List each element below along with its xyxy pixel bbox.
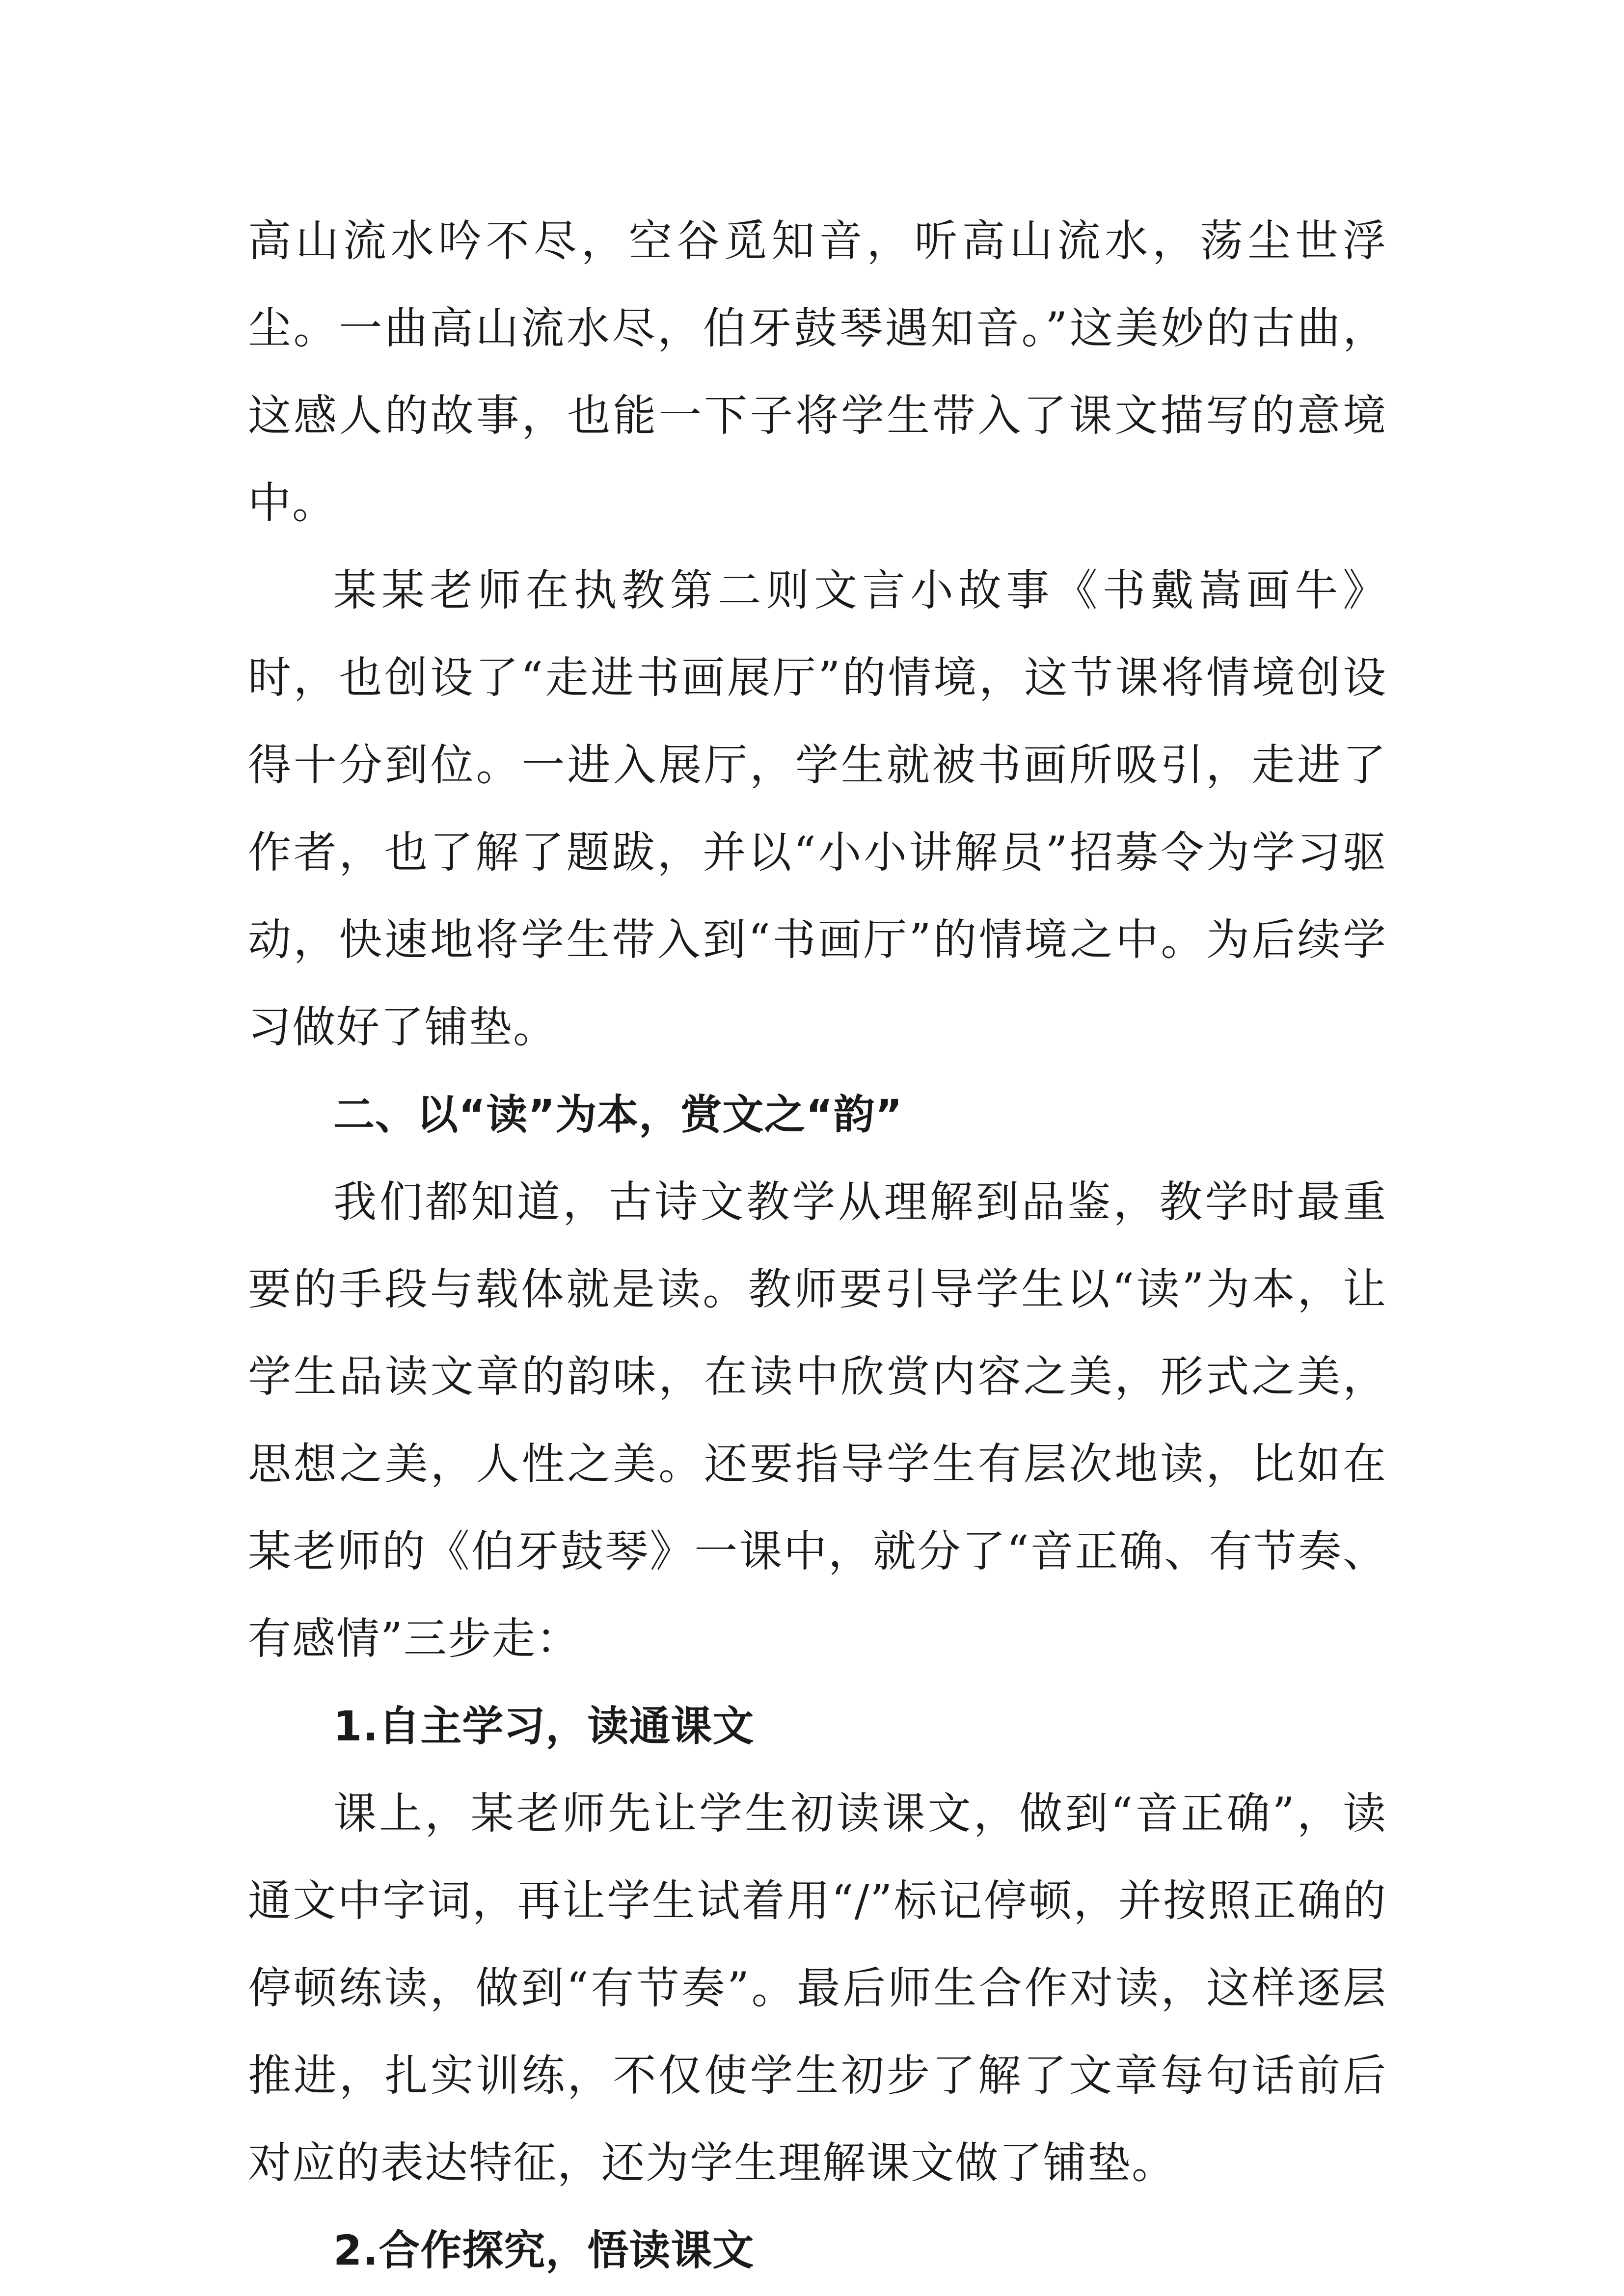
subheading-1: 1.自主学习，读通课文 xyxy=(333,1702,755,1750)
paragraph-continued-gaoshan-liushui: 高山流水吟不尽，空谷觅知音，听高山流水，荡尘世浮尘。一曲高山流水尽，伯牙鼓琴遇知音。”这美妙的古曲，这感人的故事，也能一下子将学生带入了课文描写的意境中。 xyxy=(248,215,1387,528)
paragraph-reading-method: 我们都知道，古诗文教学从理解到品鉴，教学时最重要的手段与载体就是读。教师要引导学生以“读”为本，让学生品读文章的韵味，在读中欣赏内容之美，形式之美，思想之美，人性之美。还要指导学生有层次地读，比如在某老师的《伯牙鼓琴》一课中，就分了“音正确、有节奏、有感情”三步走： xyxy=(248,1176,1387,1664)
section-heading-2: 二、以“读”为本，赏文之“韵” xyxy=(333,1091,903,1139)
subheading-2: 2.合作探究，悟读课文 xyxy=(333,2226,755,2274)
paragraph-self-study: 课上，某老师先让学生初读课文，做到“音正确”，读通文中字词，再让学生试着用“/”标记停顿，并按照正确的停顿练读，做到“有节奏”。最后师生合作对读，这样逐层推进，扎实训练，不仅使学生初步了解了文章每句话前后对应的表达特征，还为学生理解课文做了铺垫。 xyxy=(248,1788,1387,2188)
paragraph-shudaisong-huaniu: 某某老师在执教第二则文言小故事《书戴嵩画牛》时，也创设了“走进书画展厅”的情境，这节课将情境创设得十分到位。一进入展厅，学生就被书画所吸引，走进了作者，也了解了题跋，并以“小小讲解员”招募令为学习驱动，快速地将学生带入到“书画厅”的情境之中。为后续学习做好了铺垫。 xyxy=(248,565,1387,1052)
document-body xyxy=(248,197,1387,2294)
